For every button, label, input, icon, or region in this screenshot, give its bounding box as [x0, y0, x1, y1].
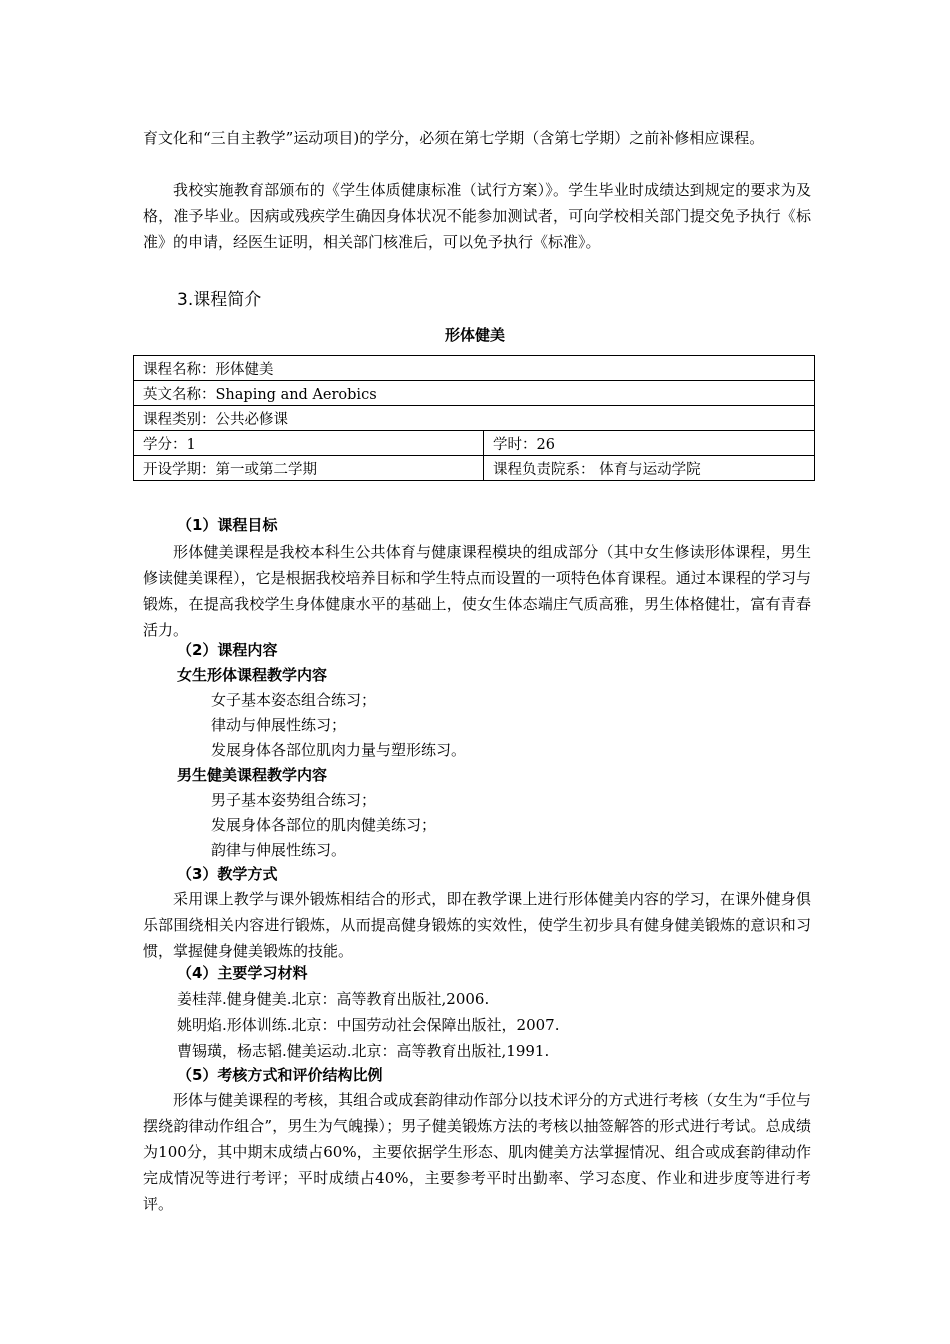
- list-item: 曹锡璜，杨志韬.健美运动.北京：高等教育出版社,1991.: [177, 1042, 550, 1060]
- list-item: 律动与伸展性练习；: [211, 716, 347, 734]
- goal-heading: （1）课程目标: [177, 516, 278, 534]
- list-item: 韵律与伸展性练习。: [211, 841, 347, 859]
- method-heading: （3）教学方式: [177, 865, 278, 883]
- intro-paragraph-1: 育文化和“三自主教学”运动项目)的学分，必须在第七学期（含第七学期）之前补修相应课程。: [143, 129, 765, 147]
- assessment-heading: （5）考核方式和评价结构比例: [177, 1066, 383, 1084]
- course-category-cell: 课程类别：公共必修课: [134, 406, 815, 431]
- list-item: 发展身体各部位的肌肉健美练习；: [211, 816, 437, 834]
- male-content-heading: 男生健美课程教学内容: [177, 766, 328, 784]
- hours-cell: 学时：26: [484, 431, 815, 456]
- table-row: [134, 456, 815, 481]
- list-item: 女子基本姿态组合练习；: [211, 691, 377, 709]
- list-item: 姜桂萍.健身健美.北京：高等教育出版社,2006.: [177, 990, 490, 1008]
- course-info-table: [133, 355, 815, 481]
- intro-paragraph-2: 我校实施教育部颁布的《学生体质健康标准（试行方案）》。学生毕业时成绩达到规定的要求为及格，准予毕业。因病或残疾学生确因身体状况不能参加测试者，可向学校相关部门提交免予执行《标准》的申请，经医生证明，相关部门核准后，可以免予执行《标准》。: [143, 181, 811, 251]
- list-item: 男子基本姿势组合练习；: [211, 791, 377, 809]
- table-row: [134, 406, 815, 431]
- department-cell: 课程负责院系： 体育与运动学院: [484, 456, 815, 481]
- content-heading: （2）课程内容: [177, 641, 278, 659]
- list-item: 姚明焰.形体训练.北京：中国劳动社会保障出版社，2007.: [177, 1016, 560, 1034]
- table-row: [134, 431, 815, 456]
- course-title: 形体健美: [444, 326, 505, 344]
- assessment-paragraph: 形体与健美课程的考核，其组合或成套韵律动作部分以技术评分的方式进行考核（女生为“手位与摆绕韵律动作组合”，男生为气魄操）；男子健美锻炼方法的考核以抽签解答的形式进行考试。总成绩为100分，其中期末成绩占60%，主要依据学生形态、肌肉健美方法掌握情况、组合或成套韵律动作完成情况等进行考评；平时成绩占40%，主要参考平时出勤率、学习态度、作业和进步度等进行考评。: [143, 1091, 811, 1213]
- goal-paragraph: 形体健美课程是我校本科生公共体育与健康课程模块的组成部分（其中女生修读形体课程，男生修读健美课程），它是根据我校培养目标和学生特点而设置的一项特色体育课程。通过本课程的学习与锻炼，在提高我校学生身体健康水平的基础上，使女生体态端庄气质高雅，男生体格健壮，富有青春活力。: [143, 543, 811, 639]
- female-content-heading: 女生形体课程教学内容: [177, 666, 328, 684]
- list-item: 发展身体各部位肌肉力量与塑形练习。: [211, 741, 467, 759]
- materials-heading: （4）主要学习材料: [177, 964, 308, 982]
- english-name-cell: 英文名称：Shaping and Aerobics: [134, 381, 815, 406]
- course-name-cell: 课程名称：形体健美: [134, 356, 815, 381]
- method-paragraph: 采用课上教学与课外锻炼相结合的形式，即在教学课上进行形体健美内容的学习，在课外健身俱乐部围绕相关内容进行锻炼，从而提高健身锻炼的实效性，使学生初步具有健身健美锻炼的意识和习惯，掌握健身健美锻炼的技能。: [143, 890, 811, 960]
- section-heading: 3.课程简介: [177, 290, 262, 310]
- semester-cell: 开设学期：第一或第二学期: [134, 456, 484, 481]
- table-row: [134, 356, 815, 381]
- table-row: [134, 381, 815, 406]
- credits-cell: 学分：1: [134, 431, 484, 456]
